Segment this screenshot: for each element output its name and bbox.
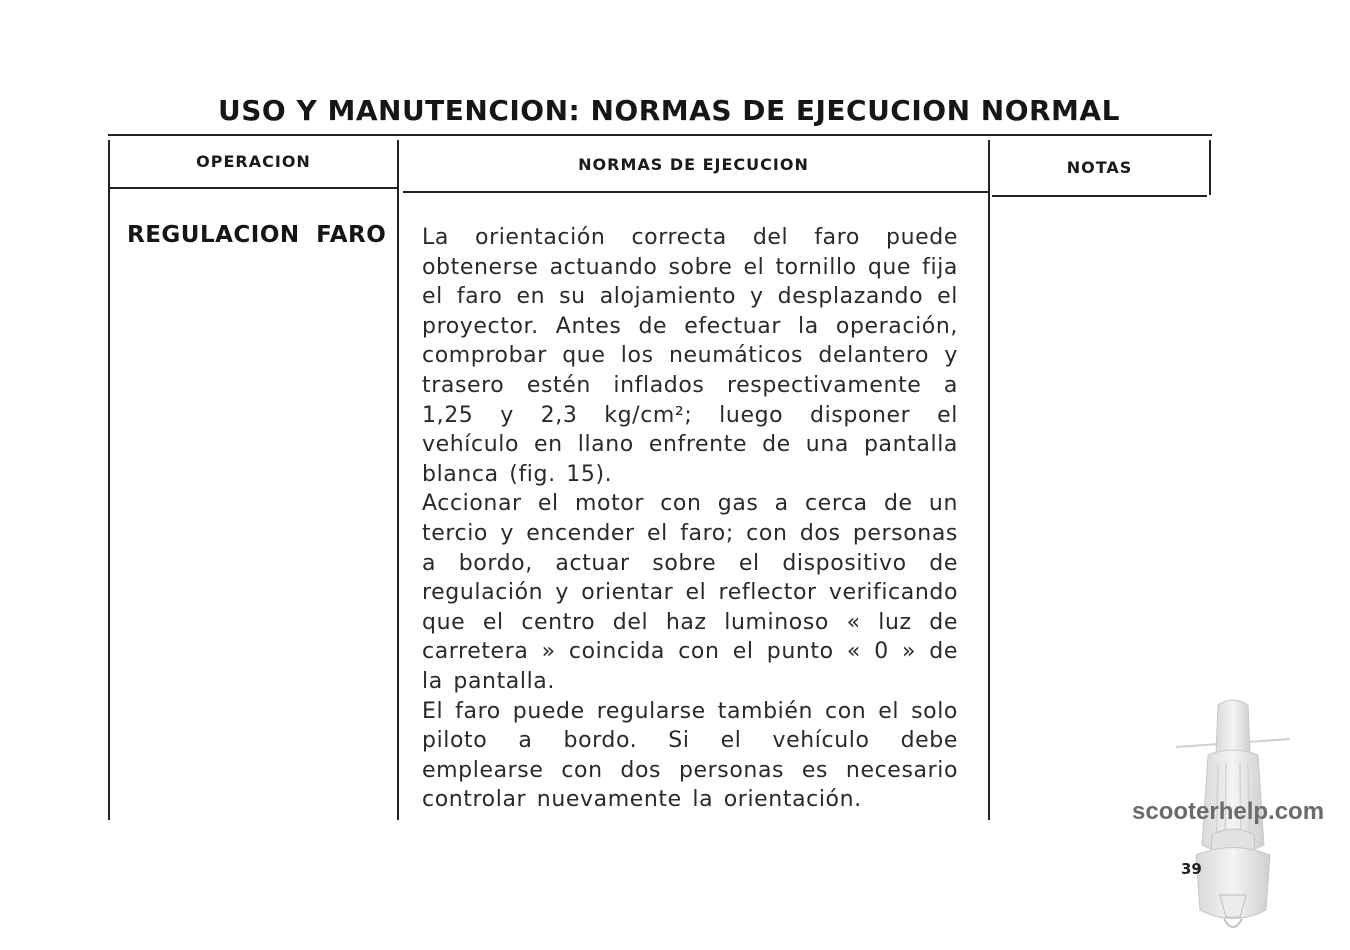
norms-text xyxy=(422,223,958,815)
norms-paragraph: La orientación correcta del faro puede obtenerse actuando sobre el tornillo que fija el faro en su alojamiento y desplazando el proyector. Antes de efectuar la operación, comprobar que los neumáticos delantero y trasero estén inflados respectivamente a 1,25 y 2,3 kg/cm²; luego disponer el vehículo en llano enfrente de una pantalla blanca (fig. 15). xyxy=(422,225,958,487)
site-watermark: scooterhelp.com xyxy=(1132,798,1325,825)
column-rule-operation-norms xyxy=(397,140,399,820)
header-notes: NOTAS xyxy=(1066,158,1133,177)
table-top-rule xyxy=(108,134,1212,136)
header-rule-notes xyxy=(992,195,1207,197)
header-rule-norms xyxy=(403,191,988,193)
column-rule-left xyxy=(108,140,110,820)
header-rule-operation xyxy=(110,187,397,189)
page-title: USO Y MANUTENCION: NORMAS DE EJECUCION NORMAL xyxy=(218,94,1120,127)
column-rule-right xyxy=(1209,140,1211,195)
norms-paragraph: El faro puede regularse también con el solo piloto a bordo. Si el vehículo debe emplearse con dos personas es necesario controlar nuevamente la orientación. xyxy=(422,698,958,813)
header-operation: OPERACION xyxy=(196,152,311,171)
norms-paragraph: Accionar el motor con gas a cerca de un tercio y encender el faro; con dos personas a bordo, actuar sobre el dispositivo de regulación y orientar el reflector verificando que el centro del haz luminoso « luz de carretera » coincida con el punto « 0 » de la pantalla. xyxy=(422,491,958,694)
header-norms: NORMAS DE EJECUCION xyxy=(578,155,809,174)
column-rule-norms-notes xyxy=(988,140,990,820)
notes-cell xyxy=(992,200,1207,300)
operation-regulacion-faro: REGULACION FARO xyxy=(127,222,387,248)
page-number: 39 xyxy=(1181,860,1202,878)
